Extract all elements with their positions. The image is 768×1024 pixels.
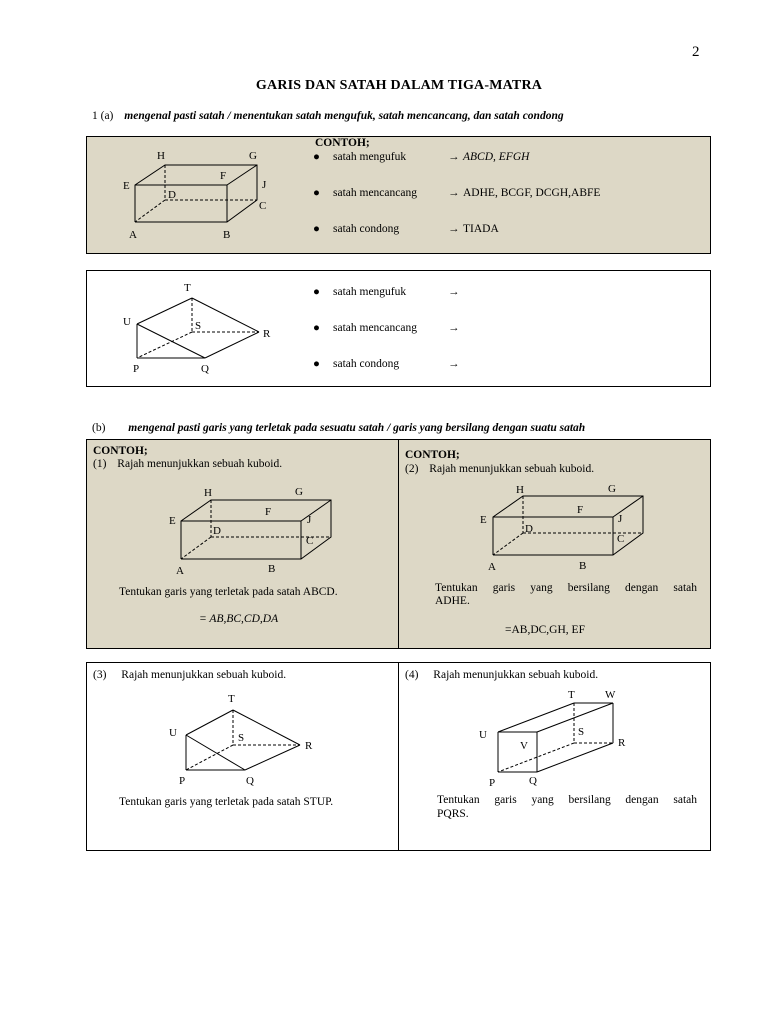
- vertex-label: A: [488, 561, 496, 573]
- section-a-number: 1 (a): [92, 110, 114, 122]
- bullet-icon: ●: [313, 286, 320, 298]
- arrow-icon: →: [448, 286, 460, 298]
- vertex-label: U: [123, 316, 131, 328]
- item-label: satah mengufuk: [333, 286, 407, 298]
- arrow-icon: →: [448, 223, 460, 235]
- vertex-label: S: [238, 732, 245, 744]
- example-1-number: (1): [93, 458, 107, 470]
- item-answer: ABCD, EFGH: [463, 151, 530, 163]
- vertex-label: J: [307, 514, 312, 526]
- item-label: satah condong: [333, 223, 400, 235]
- section-a-heading: [92, 110, 564, 122]
- section-a-text: mengenal pasti satah / menentukan satah mengufuk, satah mencancang, dan satah condong: [124, 110, 564, 122]
- vertex-label: D: [213, 525, 221, 537]
- example-box-b: [86, 439, 711, 649]
- exercise-3-question: Tentukan garis yang terletak pada satah STUP.: [119, 796, 334, 808]
- exercise-3-text: Rajah menunjukkan sebuah kuboid.: [121, 669, 287, 681]
- bullet-icon: ●: [313, 151, 320, 163]
- vertex-label: D: [525, 523, 533, 535]
- vertex-label: G: [249, 150, 257, 162]
- vertex-label: T: [228, 693, 235, 705]
- contoh-label-2: CONTOH;: [405, 449, 460, 461]
- example-box-a: [86, 136, 711, 254]
- vertex-label: A: [176, 565, 184, 577]
- vertex-label: P: [179, 775, 186, 787]
- arrow-icon: →: [448, 322, 460, 334]
- arrow-icon: →: [448, 187, 460, 199]
- vertex-label: Q: [529, 775, 537, 787]
- section-b-number: (b): [92, 422, 106, 434]
- vertex-label: T: [568, 689, 575, 701]
- vertex-label: G: [295, 486, 303, 498]
- exercise-box-b: [86, 662, 711, 851]
- prism-diagram-b3: [87, 663, 387, 793]
- example-1-text: Rajah menunjukkan sebuah kuboid.: [117, 458, 283, 470]
- vertex-label: Q: [246, 775, 254, 787]
- bullet-icon: ●: [313, 322, 320, 334]
- item-answer: TIADA: [463, 223, 499, 235]
- cuboid-diagram-b2: [398, 440, 698, 580]
- vertex-label: C: [617, 533, 625, 545]
- vertex-label: G: [608, 483, 616, 495]
- vertex-label: V: [520, 740, 528, 752]
- vertex-label: E: [123, 180, 130, 192]
- vertex-label: F: [220, 170, 227, 182]
- cuboid-diagram-b1: [87, 440, 387, 580]
- example-2-text: Rajah menunjukkan sebuah kuboid.: [429, 463, 595, 475]
- page-number: 2: [692, 44, 700, 60]
- cuboid-diagram-a: [87, 137, 287, 247]
- exercise-4-text: Rajah menunjukkan sebuah kuboid.: [433, 669, 599, 681]
- section-b-heading: [92, 422, 585, 434]
- arrow-icon: →: [448, 151, 460, 163]
- bullet-icon: ●: [313, 358, 320, 370]
- exercise-3-number: (3): [93, 669, 107, 681]
- bullet-icon: ●: [313, 223, 320, 235]
- vertex-label: S: [195, 320, 202, 332]
- item-label: satah mengufuk: [333, 151, 407, 163]
- example-2-question-line1: Tentukan garis yang bersilang dengan satah: [435, 582, 697, 594]
- section-b-text: mengenal pasti garis yang terletak pada sesuatu satah / garis yang bersilang dengan suatu satah: [128, 422, 586, 434]
- vertex-label: P: [489, 777, 496, 789]
- prism-diagram-a: [87, 271, 287, 381]
- vertex-label: J: [262, 179, 267, 191]
- vertex-label: H: [157, 150, 165, 162]
- exercise-4-number: (4): [405, 669, 419, 681]
- vertex-label: D: [168, 189, 176, 201]
- vertex-label: B: [579, 560, 587, 572]
- vertex-label: F: [265, 506, 272, 518]
- vertex-label: U: [479, 729, 487, 741]
- vertex-label: C: [259, 200, 267, 212]
- item-answer: ADHE, BCGF, DCGH,ABFE: [463, 187, 601, 199]
- vertex-label: P: [133, 363, 140, 375]
- vertex-label: E: [480, 514, 487, 526]
- arrow-icon: →: [448, 358, 460, 370]
- exercise-4-question-line1: Tentukan garis yang bersilang dengan satah: [437, 794, 697, 806]
- contoh-label-1: CONTOH;: [93, 445, 148, 457]
- prism-diagram-b4: [398, 663, 698, 793]
- example-1-question: Tentukan garis yang terletak pada satah ABCD.: [119, 586, 338, 598]
- example-2-answer: =AB,DC,GH, EF: [505, 624, 585, 636]
- vertex-label: W: [605, 689, 616, 701]
- example-label-a: CONTOH;: [315, 137, 370, 149]
- exercise-box-a: [86, 270, 711, 387]
- vertex-label: H: [516, 484, 524, 496]
- vertex-label: B: [223, 229, 231, 241]
- vertex-label: F: [577, 504, 584, 516]
- vertex-label: R: [305, 740, 313, 752]
- vertex-label: C: [306, 535, 314, 547]
- item-label: satah mencancang: [333, 187, 417, 199]
- vertex-label: E: [169, 515, 176, 527]
- vertex-label: R: [618, 737, 626, 749]
- vertex-label: A: [129, 229, 137, 241]
- vertex-label: B: [268, 563, 276, 575]
- vertex-label: J: [618, 513, 623, 525]
- bullet-icon: ●: [313, 187, 320, 199]
- exercise-4-question-line2: PQRS.: [437, 808, 469, 820]
- vertex-label: U: [169, 727, 177, 739]
- vertex-label: T: [184, 282, 191, 294]
- vertex-label: Q: [201, 363, 209, 375]
- item-label: satah condong: [333, 358, 400, 370]
- vertex-label: R: [263, 328, 271, 340]
- vertex-label: S: [578, 726, 585, 738]
- item-label: satah mencancang: [333, 322, 417, 334]
- example-1-answer: = AB,BC,CD,DA: [199, 613, 279, 625]
- example-2-question-line2: ADHE.: [435, 595, 470, 607]
- page-title: GARIS DAN SATAH DALAM TIGA-MATRA: [255, 78, 543, 93]
- example-2-number: (2): [405, 463, 419, 475]
- vertex-label: H: [204, 487, 212, 499]
